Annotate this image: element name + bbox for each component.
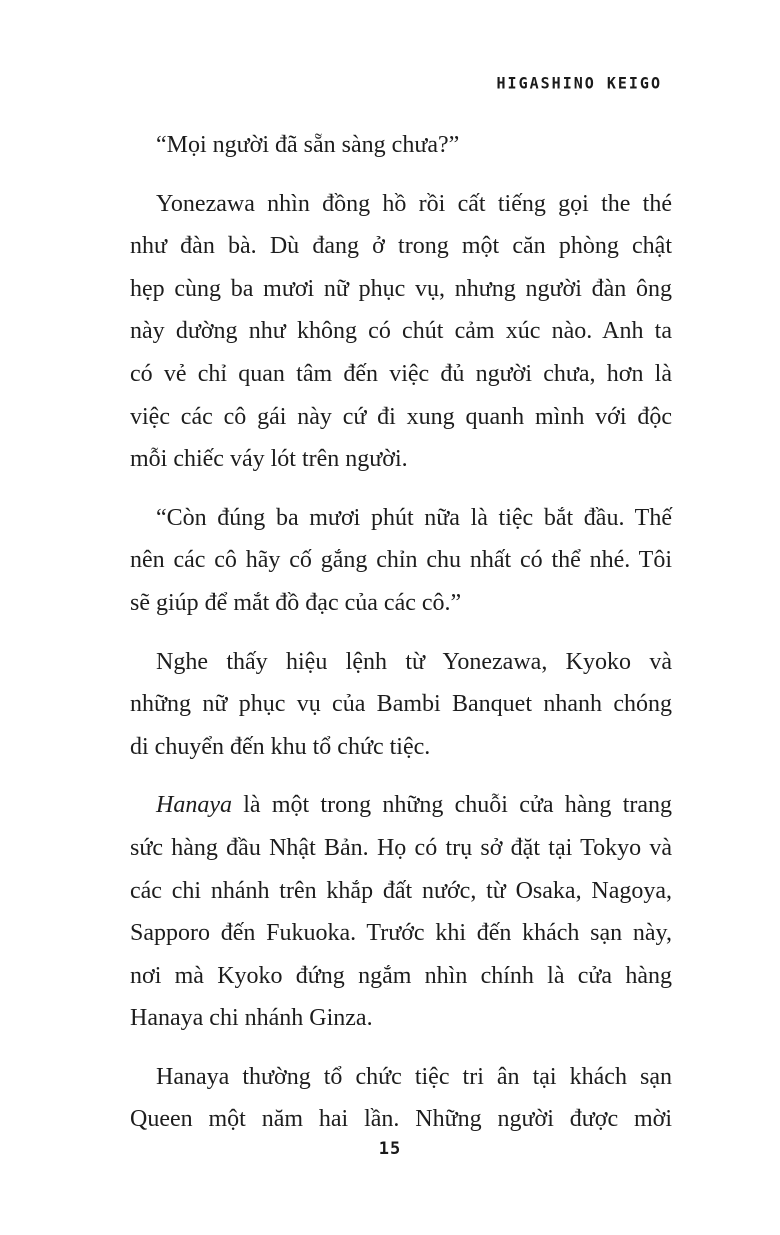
paragraph <box>130 183 672 481</box>
paragraph <box>130 124 672 167</box>
text-line: “Còn đúng ba mươi phút nữa là tiệc bắt đầu. Thế <box>156 504 672 531</box>
text-line: “Mọi người đã sẵn sàng chưa?” <box>156 132 460 158</box>
page-text <box>130 124 672 1141</box>
running-header-author: HIGASHINO KEIGO <box>496 73 662 93</box>
paragraph <box>130 1056 672 1141</box>
text-line: Queen một năm hai lần. Những người được mời <box>130 1106 672 1133</box>
paragraph <box>130 497 672 625</box>
text-line: di chuyển đến khu tổ chức tiệc. <box>130 733 431 760</box>
text-line: sức hàng đầu Nhật Bản. Họ có trụ sở đặt tại Tokyo và <box>130 834 672 861</box>
text-line: Hanaya là một trong những chuỗi cửa hàng trang <box>156 792 672 819</box>
text-line: Nghe thấy hiệu lệnh từ Yonezawa, Kyoko và <box>156 648 672 675</box>
text-line: sẽ giúp để mắt đồ đạc của các cô.” <box>130 589 462 616</box>
text-line: Sapporo đến Fukuoka. Trước khi đến khách sạn này, <box>130 920 672 947</box>
text-line: Yonezawa nhìn đồng hồ rồi cất tiếng gọi the thé <box>156 190 672 217</box>
text-line: nơi mà Kyoko đứng ngắm nhìn chính là cửa hàng <box>130 962 672 989</box>
text-line: các chi nhánh trên khắp đất nước, từ Osaka, Nagoya, <box>130 877 672 904</box>
text-line: có vẻ chỉ quan tâm đến việc đủ người chưa, hơn là <box>130 360 672 387</box>
text-line: mỗi chiếc váy lót trên người. <box>130 446 408 473</box>
text-line: nên các cô hãy cố gắng chỉn chu nhất có thể nhé. Tôi <box>130 547 672 574</box>
text-line: những nữ phục vụ của Bambi Banquet nhanh chóng <box>130 691 672 718</box>
page-number: 15 <box>378 1139 402 1159</box>
paragraph <box>130 784 672 1040</box>
text-line: Hanaya chi nhánh Ginza. <box>130 1005 373 1032</box>
paragraph <box>130 641 672 769</box>
text-line: hẹp cùng ba mươi nữ phục vụ, nhưng người đàn ông <box>130 275 672 302</box>
text-line: này dường như không có chút cảm xúc nào. Anh ta <box>130 318 672 345</box>
text-line: Hanaya thường tổ chức tiệc tri ân tại khách sạn <box>156 1063 672 1090</box>
text-line: như đàn bà. Dù đang ở trong một căn phòng chật <box>130 233 672 260</box>
text-line: việc các cô gái này cứ đi xung quanh mình với độc <box>130 403 672 430</box>
